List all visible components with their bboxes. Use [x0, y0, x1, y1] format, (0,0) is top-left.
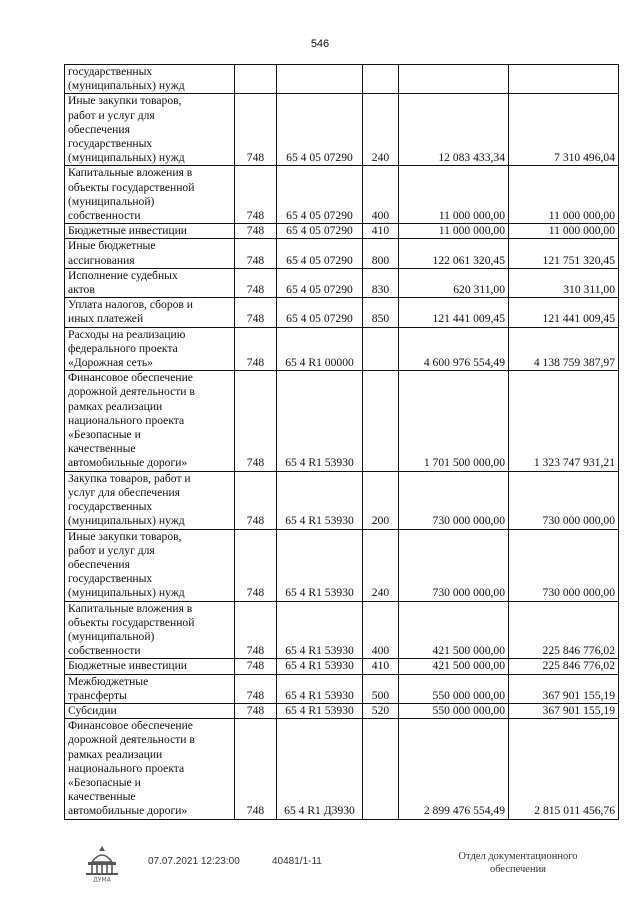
- table-row: [65, 166, 619, 224]
- svg-text:ДУМА: ДУМА: [93, 876, 111, 882]
- row-code-cell: [235, 65, 277, 94]
- row-vr-cell: 410: [363, 224, 399, 239]
- row-amount-fact-cell: 310 311,00: [509, 268, 619, 297]
- row-amount-plan-cell: 421 500 000,00: [399, 659, 509, 674]
- row-name-cell: Иные закупки товаров, работ и услуг для обеспечения государственных (муниципальных) нужд: [65, 529, 235, 601]
- row-code-cell: 748: [235, 298, 277, 327]
- row-amount-fact-cell: 730 000 000,00: [509, 471, 619, 529]
- row-code-cell: 748: [235, 327, 277, 371]
- row-vr-cell: 240: [363, 529, 399, 601]
- row-name-cell: Бюджетные инвестиции: [65, 224, 235, 239]
- row-code-cell: 748: [235, 94, 277, 166]
- row-vr-cell: 830: [363, 268, 399, 297]
- row-csr-cell: 65 4 05 07290: [277, 224, 363, 239]
- row-amount-fact-cell: 11 000 000,00: [509, 166, 619, 224]
- row-vr-cell: 400: [363, 166, 399, 224]
- row-amount-fact-cell: 4 138 759 387,97: [509, 327, 619, 371]
- row-vr-cell: [363, 327, 399, 371]
- page-number: 546: [310, 38, 330, 50]
- row-amount-plan-cell: 1 701 500 000,00: [399, 371, 509, 471]
- row-code-cell: 748: [235, 239, 277, 268]
- row-vr-cell: 500: [363, 674, 399, 703]
- row-name-cell: Иные закупки товаров, работ и услуг для обеспечения государственных (муниципальных) нужд: [65, 94, 235, 166]
- row-amount-plan-cell: 12 083 433,34: [399, 94, 509, 166]
- row-csr-cell: 65 4 R1 53930: [277, 659, 363, 674]
- row-amount-fact-cell: [509, 65, 619, 94]
- row-amount-plan-cell: [399, 65, 509, 94]
- row-amount-plan-cell: 11 000 000,00: [399, 166, 509, 224]
- table-row: [65, 529, 619, 601]
- row-amount-plan-cell: 730 000 000,00: [399, 529, 509, 601]
- row-amount-fact-cell: 121 751 320,45: [509, 239, 619, 268]
- row-code-cell: 748: [235, 659, 277, 674]
- row-csr-cell: 65 4 05 07290: [277, 298, 363, 327]
- row-csr-cell: 65 4 R1 53930: [277, 471, 363, 529]
- row-code-cell: 748: [235, 471, 277, 529]
- page-footer: [0, 838, 640, 898]
- row-name-cell: Иные бюджетные ассигнования: [65, 239, 235, 268]
- row-name-cell: Финансовое обеспечение дорожной деятельности в рамках реализации национального проекта «Безопасные и качественные автомобильные дороги»: [65, 719, 235, 819]
- row-name-cell: Расходы на реализацию федерального проекта «Дорожная сеть»: [65, 327, 235, 371]
- budget-table: [64, 64, 619, 820]
- footer-reg-number: 40481/1-11: [272, 856, 322, 867]
- table-row: [65, 239, 619, 268]
- row-amount-fact-cell: 225 846 776,02: [509, 659, 619, 674]
- row-vr-cell: 200: [363, 471, 399, 529]
- row-code-cell: 748: [235, 166, 277, 224]
- row-amount-plan-cell: 122 061 320,45: [399, 239, 509, 268]
- row-name-cell: Финансовое обеспечение дорожной деятельности в рамках реализации национального проекта «Безопасные и качественные автомобильные дороги»: [65, 371, 235, 471]
- table-row: [65, 471, 619, 529]
- row-vr-cell: 800: [363, 239, 399, 268]
- row-name-cell: государственных (муниципальных) нужд: [65, 65, 235, 94]
- row-amount-plan-cell: 550 000 000,00: [399, 674, 509, 703]
- table-row: [65, 674, 619, 703]
- row-csr-cell: 65 4 05 07290: [277, 166, 363, 224]
- row-code-cell: 748: [235, 268, 277, 297]
- row-code-cell: 748: [235, 224, 277, 239]
- table-row: [65, 65, 619, 94]
- table-row: [65, 224, 619, 239]
- row-vr-cell: 520: [363, 703, 399, 718]
- row-amount-fact-cell: 367 901 155,19: [509, 703, 619, 718]
- row-code-cell: 748: [235, 529, 277, 601]
- row-amount-plan-cell: 2 899 476 554,49: [399, 719, 509, 819]
- row-amount-fact-cell: 7 310 496,04: [509, 94, 619, 166]
- row-vr-cell: 410: [363, 659, 399, 674]
- row-vr-cell: [363, 719, 399, 819]
- row-amount-plan-cell: 11 000 000,00: [399, 224, 509, 239]
- table-row: [65, 371, 619, 471]
- row-name-cell: Межбюджетные трансферты: [65, 674, 235, 703]
- row-code-cell: 748: [235, 703, 277, 718]
- row-vr-cell: 400: [363, 601, 399, 659]
- row-amount-fact-cell: 121 441 009,45: [509, 298, 619, 327]
- row-amount-plan-cell: 4 600 976 554,49: [399, 327, 509, 371]
- row-csr-cell: [277, 65, 363, 94]
- row-code-cell: 748: [235, 674, 277, 703]
- row-amount-plan-cell: 121 441 009,45: [399, 298, 509, 327]
- footer-timestamp: 07.07.2021 12:23:00: [148, 856, 240, 867]
- table-row: [65, 268, 619, 297]
- row-name-cell: Капитальные вложения в объекты государственной (муниципальной) собственности: [65, 601, 235, 659]
- row-csr-cell: 65 4 05 07290: [277, 239, 363, 268]
- row-name-cell: Капитальные вложения в объекты государственной (муниципальной) собственности: [65, 166, 235, 224]
- row-csr-cell: 65 4 05 07290: [277, 268, 363, 297]
- row-amount-plan-cell: 620 311,00: [399, 268, 509, 297]
- row-amount-fact-cell: 2 815 011 456,76: [509, 719, 619, 819]
- table-row: [65, 327, 619, 371]
- row-csr-cell: 65 4 R1 53930: [277, 371, 363, 471]
- row-csr-cell: 65 4 05 07290: [277, 94, 363, 166]
- table-row: [65, 703, 619, 718]
- row-csr-cell: 65 4 R1 53930: [277, 674, 363, 703]
- row-csr-cell: 65 4 R1 00000: [277, 327, 363, 371]
- row-name-cell: Бюджетные инвестиции: [65, 659, 235, 674]
- row-vr-cell: [363, 371, 399, 471]
- table-row: [65, 659, 619, 674]
- row-vr-cell: [363, 65, 399, 94]
- row-amount-fact-cell: 225 846 776,02: [509, 601, 619, 659]
- row-name-cell: Исполнение судебных актов: [65, 268, 235, 297]
- row-amount-plan-cell: 421 500 000,00: [399, 601, 509, 659]
- row-amount-plan-cell: 730 000 000,00: [399, 471, 509, 529]
- department-line-2: обеспечения: [489, 864, 547, 875]
- row-csr-cell: 65 4 R1 53930: [277, 529, 363, 601]
- row-name-cell: Субсидии: [65, 703, 235, 718]
- row-amount-fact-cell: 11 000 000,00: [509, 224, 619, 239]
- row-amount-plan-cell: 550 000 000,00: [399, 703, 509, 718]
- row-amount-fact-cell: 367 901 155,19: [509, 674, 619, 703]
- row-amount-fact-cell: 1 323 747 931,21: [509, 371, 619, 471]
- row-csr-cell: 65 4 R1 53930: [277, 601, 363, 659]
- row-code-cell: 748: [235, 601, 277, 659]
- department-stamp: [448, 850, 588, 876]
- table-row: [65, 298, 619, 327]
- table-row: [65, 94, 619, 166]
- row-csr-cell: 65 4 R1 53930: [277, 703, 363, 718]
- row-code-cell: 748: [235, 371, 277, 471]
- row-amount-fact-cell: 730 000 000,00: [509, 529, 619, 601]
- duma-emblem-icon: [80, 842, 124, 882]
- row-vr-cell: 240: [363, 94, 399, 166]
- row-vr-cell: 850: [363, 298, 399, 327]
- table-row: [65, 601, 619, 659]
- row-name-cell: Уплата налогов, сборов и иных платежей: [65, 298, 235, 327]
- department-line-1: Отдел документационного: [458, 851, 578, 862]
- row-name-cell: Закупка товаров, работ и услуг для обеспечения государственных (муниципальных) нужд: [65, 471, 235, 529]
- table-row: [65, 719, 619, 819]
- row-csr-cell: 65 4 R1 Д3930: [277, 719, 363, 819]
- row-code-cell: 748: [235, 719, 277, 819]
